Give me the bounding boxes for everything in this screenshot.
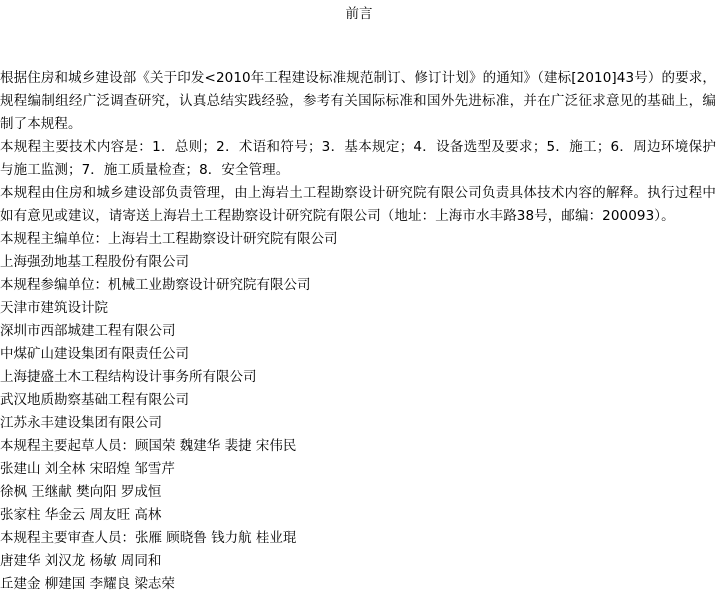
participating-unit-line: 武汉地质勘察基础工程有限公司 xyxy=(0,392,189,408)
reviewer-line: 唐建华 刘汉龙 杨敏 周同和 xyxy=(0,553,162,569)
paragraph-preface-intro: 根据住房和城乡建设部《关于印发<2010年工程建设标准规范制订、修订计划》的通知》（建标[2010]43号）的要求，规程编制组经广泛调查研究，认真总结实践经验，参考有关国际标准和国外先进标准，并在广泛征求意见的基础上，编制了本规程。 xyxy=(0,70,716,132)
participating-unit-line: 深圳市西部城建工程有限公司 xyxy=(0,323,176,339)
participating-unit-line: 上海捷盛土木工程结构设计事务所有限公司 xyxy=(0,369,257,385)
reviewer-line: 本规程主要审查人员：张雁 顾晓鲁 钱力航 桂业琨 xyxy=(0,530,297,546)
paragraph-technical-content: 本规程主要技术内容是：1．总则；2．术语和符号；3．基本规定；4．设备选型及要求；5．施工；6．周边环境保护与施工监测；7．施工质量检查；8．安全管理。 xyxy=(0,139,716,178)
page-title: 前言 xyxy=(345,6,373,22)
participating-unit-line: 天津市建筑设计院 xyxy=(0,300,108,316)
chief-editor-unit-line: 本规程主编单位：上海岩土工程勘察设计研究院有限公司 xyxy=(0,231,338,247)
chief-editor-unit-line: 上海强劲地基工程股份有限公司 xyxy=(0,254,189,270)
reviewer-line: 丘建金 柳建国 李耀良 梁志荣 xyxy=(0,576,175,592)
participating-unit-line: 本规程参编单位：机械工业勘察设计研究院有限公司 xyxy=(0,277,311,293)
participating-unit-line: 江苏永丰建设集团有限公司 xyxy=(0,415,162,431)
drafter-line: 徐枫 王继献 樊向阳 罗成恒 xyxy=(0,484,162,500)
drafter-line: 本规程主要起草人员：顾国荣 魏建华 裴捷 宋伟民 xyxy=(0,438,297,454)
participating-unit-line: 中煤矿山建设集团有限责任公司 xyxy=(0,346,189,362)
drafter-line: 张建山 刘全林 宋昭煌 邹雪芹 xyxy=(0,461,175,477)
paragraph-management: 本规程由住房和城乡建设部负责管理，由上海岩土工程勘察设计研究院有限公司负责具体技术内容的解释。执行过程中如有意见或建议，请寄送上海岩土工程勘察设计研究院有限公司（地址：上海市水丰路38号，邮编：200093）。 xyxy=(0,185,716,224)
document-body xyxy=(0,67,716,596)
drafter-line: 张家柱 华金云 周友旺 高林 xyxy=(0,507,162,523)
